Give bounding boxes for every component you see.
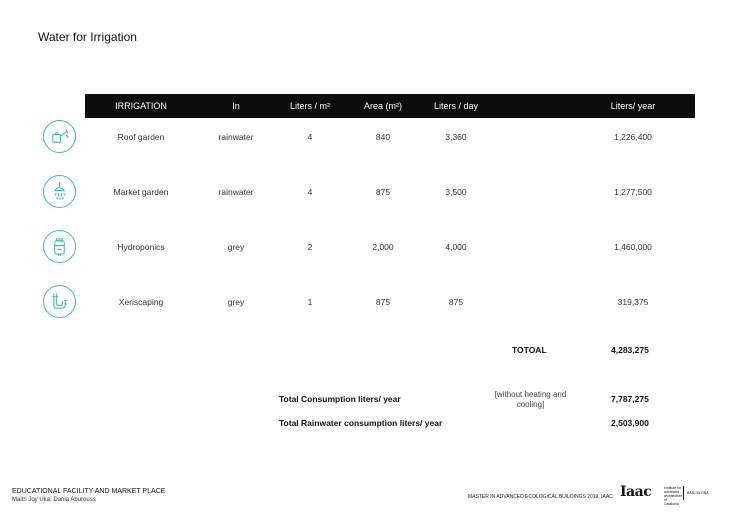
row-in: grey — [227, 242, 245, 252]
row-area: 875 — [375, 187, 391, 197]
logo-city: BARCELONA — [687, 491, 709, 495]
total-value: 4,283,275 — [611, 345, 649, 355]
program-name: MASTER IN ADVANCED ECOLOGICAL BUILDINGS 2019, IAAC — [468, 494, 613, 500]
total-consumption-value: 7,787,275 — [611, 394, 649, 404]
row-name: Market garden — [113, 187, 169, 197]
table-row — [0, 284, 730, 320]
logo-text: Iaac — [620, 484, 652, 500]
row-in: rainwater — [218, 132, 254, 142]
project-title: EDUCATIONAL FACILITY AND MARKET PLACE — [12, 488, 166, 495]
table-row — [0, 174, 730, 210]
row-liters-m2: 4 — [307, 132, 313, 142]
row-liters-year: 1,226,400 — [614, 132, 652, 142]
row-liters-m2: 4 — [307, 187, 313, 197]
row-liters-day: 875 — [448, 297, 464, 307]
row-in: grey — [227, 297, 245, 307]
table-header — [85, 94, 695, 118]
table-row — [0, 229, 730, 265]
row-area: 875 — [375, 297, 391, 307]
header-irrigation: IRRIGATION — [115, 101, 167, 111]
row-name: Xeriscaping — [118, 297, 164, 307]
total-rainwater-label: Total Rainwater consumption liters/ year — [279, 418, 443, 428]
header-liters-day: Liters / day — [433, 101, 479, 111]
row-name: Roof garden — [117, 132, 165, 142]
watering-can-icon — [43, 120, 76, 153]
row-liters-year: 1,460,000 — [614, 242, 652, 252]
row-liters-day: 3,360 — [445, 132, 467, 142]
row-liters-m2: 2 — [307, 242, 313, 252]
drip-pipe-icon — [43, 285, 76, 318]
authors: Maitri Joy Uka, Dania Aburouss — [12, 497, 96, 503]
row-liters-year: 319,375 — [617, 297, 649, 307]
row-liters-m2: 1 — [307, 297, 313, 307]
row-area: 2,000 — [372, 242, 394, 252]
page-title: Water for Irrigation — [38, 30, 137, 44]
row-area: 840 — [375, 132, 391, 142]
logo-divider — [683, 486, 684, 500]
table-row — [0, 119, 730, 155]
row-liters-year: 1,277,500 — [614, 187, 652, 197]
header-area: Area (m²) — [364, 101, 402, 111]
row-in: rainwater — [218, 187, 254, 197]
total-consumption-label: Total Consumption liters/ year — [279, 394, 401, 404]
sprinkler-icon — [43, 175, 76, 208]
total-rainwater-value: 2,503,900 — [611, 418, 649, 428]
header-in: In — [232, 101, 240, 111]
row-liters-day: 4,000 — [445, 242, 467, 252]
total-label: TOTOAL — [512, 345, 547, 355]
row-liters-day: 3,500 — [445, 187, 467, 197]
iaac-logo — [620, 484, 715, 504]
water-tank-icon — [43, 230, 76, 263]
header-liters-m2: Liters / m² — [289, 101, 331, 111]
consumption-note: [without heating and cooling] — [494, 390, 567, 409]
row-name: Hydroponics — [117, 242, 165, 252]
logo-institute: Institute for advanced architecture of Catalonia — [664, 486, 683, 506]
header-liters-year: Liters/ year — [610, 101, 656, 111]
